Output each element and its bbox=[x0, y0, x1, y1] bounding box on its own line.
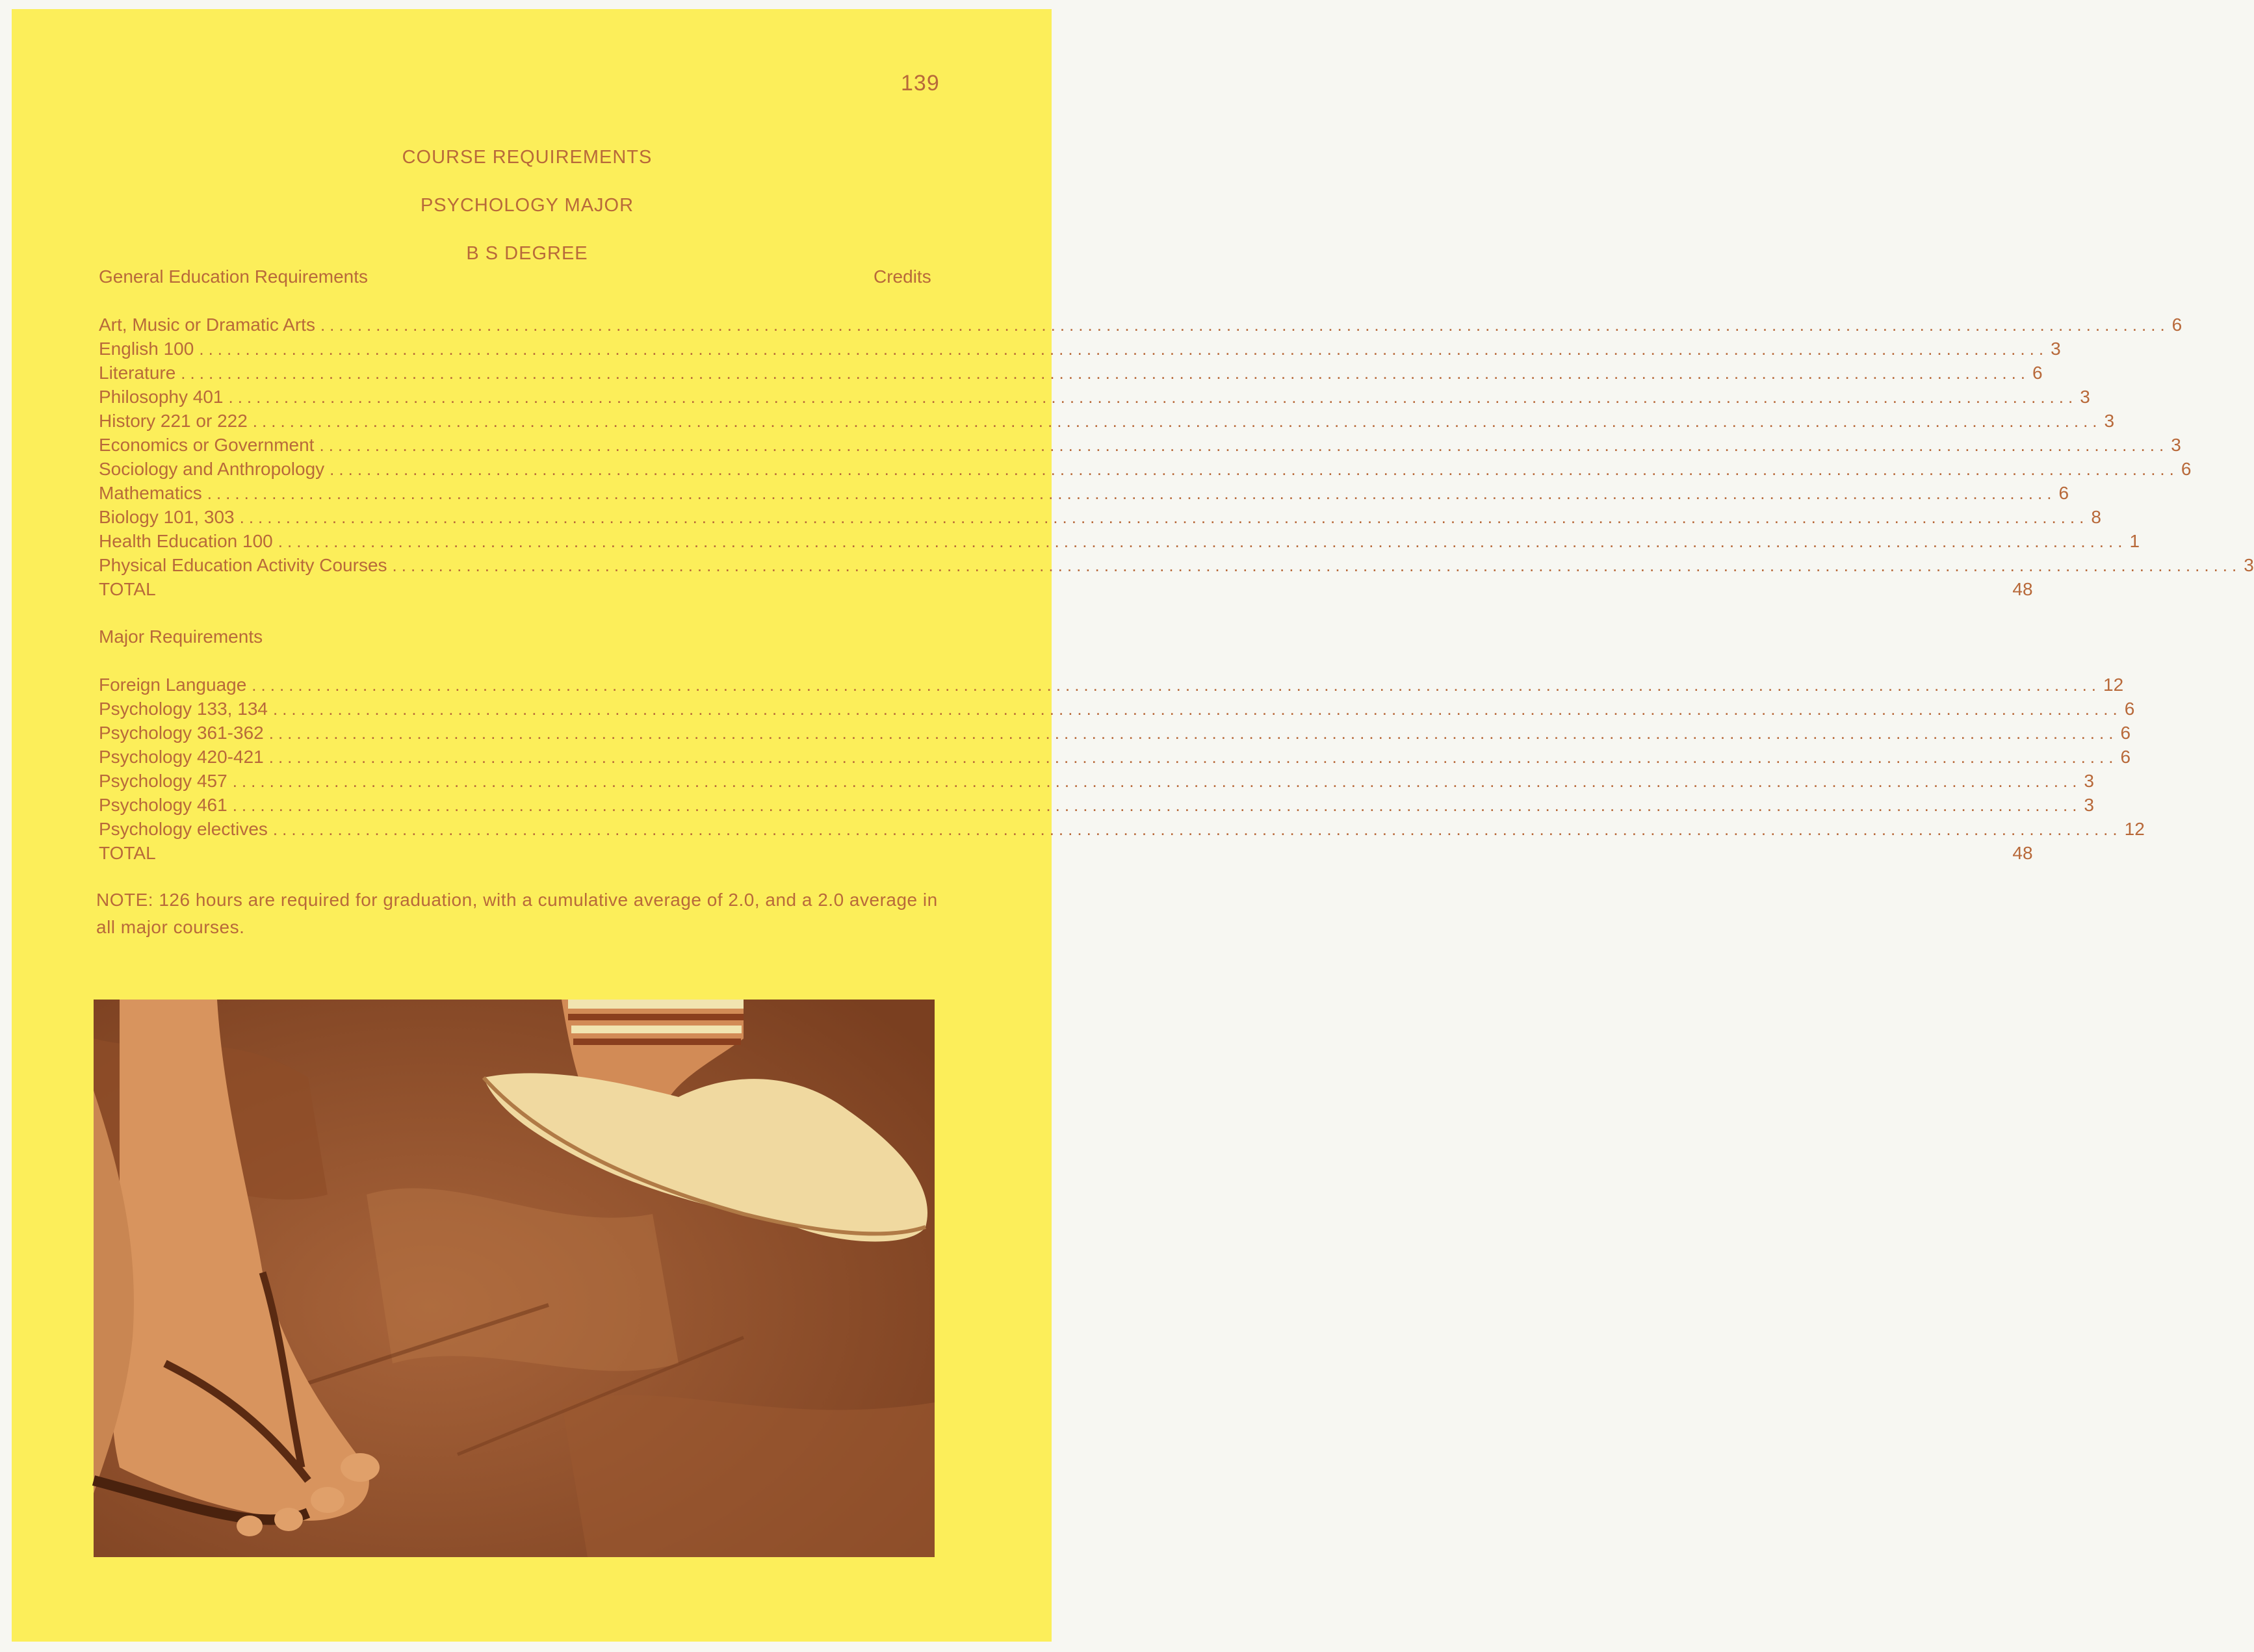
leader-dots: ........................................................................................................................................................................................................ bbox=[272, 820, 2122, 839]
course-credits: 6 bbox=[2058, 483, 2069, 503]
course-name: Foreign Language bbox=[99, 675, 247, 695]
course-name: Economics or Government bbox=[99, 435, 315, 455]
course-credits: 6 bbox=[2120, 723, 2131, 743]
course-name: English 100 bbox=[99, 339, 194, 359]
leader-dots: ........................................................................................................................................................................................................ bbox=[320, 315, 2170, 335]
leader-dots: ........................................................................................................................................................................................................ bbox=[199, 339, 2049, 359]
major-row bbox=[99, 699, 2135, 722]
course-name: Psychology 461 bbox=[99, 795, 227, 815]
general-row bbox=[99, 387, 2090, 410]
course-credits: 1 bbox=[2129, 531, 2140, 551]
leader-dots: ........................................................................................................................................................................................................ bbox=[319, 435, 2169, 455]
course-name: Sociology and Anthropology bbox=[99, 459, 325, 479]
major-row bbox=[99, 723, 2131, 746]
general-row bbox=[99, 531, 2140, 554]
course-name: Biology 101, 303 bbox=[99, 507, 235, 527]
general-row bbox=[99, 459, 2192, 482]
course-credits: 6 bbox=[2124, 699, 2135, 719]
course-credits: 6 bbox=[2181, 459, 2192, 479]
leader-dots: ........................................................................................................................................................................................................ bbox=[228, 387, 2078, 407]
leader-dots: ........................................................................................................................................................................................................ bbox=[239, 508, 2089, 527]
credits-column-label: Credits bbox=[874, 266, 931, 287]
course-credits: 3 bbox=[2051, 339, 2061, 359]
major-row bbox=[99, 771, 2094, 794]
leader-dots: ........................................................................................................................................................................................................ bbox=[392, 556, 2242, 575]
general-row bbox=[99, 483, 2069, 506]
total-label: TOTAL bbox=[99, 579, 156, 599]
leader-dots: ........................................................................................................................................................................................................ bbox=[278, 532, 2127, 551]
degree-heading: B S DEGREE bbox=[466, 243, 588, 264]
course-credits: 6 bbox=[2032, 363, 2043, 383]
general-row bbox=[99, 435, 2181, 458]
leader-dots: ........................................................................................................................................................................................................ bbox=[252, 675, 2101, 695]
general-row bbox=[99, 363, 2043, 386]
course-name: Mathematics bbox=[99, 483, 202, 503]
general-row bbox=[99, 555, 2254, 578]
course-name: History 221 or 222 bbox=[99, 411, 248, 431]
feet-photo-illustration bbox=[94, 1000, 935, 1557]
major-row bbox=[99, 675, 2124, 698]
feet-photo bbox=[94, 1000, 935, 1557]
general-row bbox=[99, 315, 2183, 338]
major-total-row bbox=[99, 843, 2033, 866]
course-name: Philosophy 401 bbox=[99, 387, 224, 407]
course-name: Psychology 457 bbox=[99, 771, 227, 791]
leader-dots: ........................................................................................................................................................................................................ bbox=[330, 459, 2179, 479]
course-name: Psychology 420-421 bbox=[99, 747, 264, 767]
title-heading: COURSE REQUIREMENTS bbox=[402, 147, 653, 168]
major-heading: PSYCHOLOGY MAJOR bbox=[420, 195, 634, 216]
general-total-row bbox=[99, 579, 2033, 602]
total-value: 48 bbox=[2012, 843, 2033, 863]
leader-dots: ........................................................................................................................................................................................................ bbox=[252, 411, 2102, 431]
course-credits: 3 bbox=[2244, 555, 2254, 575]
course-credits: 8 bbox=[2091, 507, 2101, 527]
leader-dots: ........................................................................................................................................................................................................ bbox=[272, 699, 2122, 719]
leader-dots: ........................................................................................................................................................................................................ bbox=[268, 747, 2118, 767]
leader-dots: ........................................................................................................................................................................................................ bbox=[207, 484, 2056, 503]
course-name: Literature bbox=[99, 363, 176, 383]
course-credits: 6 bbox=[2120, 747, 2131, 767]
total-label: TOTAL bbox=[99, 843, 156, 863]
course-credits: 3 bbox=[2084, 795, 2094, 815]
major-row bbox=[99, 747, 2131, 770]
general-row bbox=[99, 411, 2115, 434]
graduation-note: NOTE: 126 hours are required for graduation, with a cumulative average of 2.0, and a 2.0 average in all major courses. bbox=[96, 890, 938, 937]
course-credits: 3 bbox=[2084, 771, 2094, 791]
general-row bbox=[99, 507, 2101, 530]
course-name: Health Education 100 bbox=[99, 531, 273, 551]
course-name: Psychology 361-362 bbox=[99, 723, 264, 743]
leader-dots: ........................................................................................................................................................................................................ bbox=[181, 363, 2030, 383]
general-requirements-label: General Education Requirements bbox=[99, 266, 369, 287]
general-row bbox=[99, 339, 2061, 362]
course-name: Art, Music or Dramatic Arts bbox=[99, 315, 315, 335]
total-value: 48 bbox=[2012, 579, 2033, 599]
page bbox=[12, 9, 2254, 1642]
leader-dots: ........................................................................................................................................................................................................ bbox=[232, 771, 2082, 791]
major-row bbox=[99, 795, 2094, 818]
leader-dots: ........................................................................................................................................................................................................ bbox=[232, 795, 2082, 815]
course-credits: 3 bbox=[2104, 411, 2115, 431]
major-row bbox=[99, 819, 2145, 842]
course-credits: 12 bbox=[2124, 819, 2145, 839]
course-name: Psychology 133, 134 bbox=[99, 699, 268, 719]
leader-dots: ........................................................................................................................................................................................................ bbox=[268, 723, 2118, 743]
major-requirements-label: Major Requirements bbox=[99, 626, 263, 647]
course-name: Physical Education Activity Courses bbox=[99, 555, 387, 575]
course-name: Psychology electives bbox=[99, 819, 268, 839]
course-credits: 12 bbox=[2103, 675, 2124, 695]
course-credits: 6 bbox=[2171, 315, 2183, 335]
course-credits: 3 bbox=[2080, 387, 2090, 407]
page-number: 139 bbox=[901, 71, 940, 96]
course-credits: 3 bbox=[2171, 435, 2181, 455]
